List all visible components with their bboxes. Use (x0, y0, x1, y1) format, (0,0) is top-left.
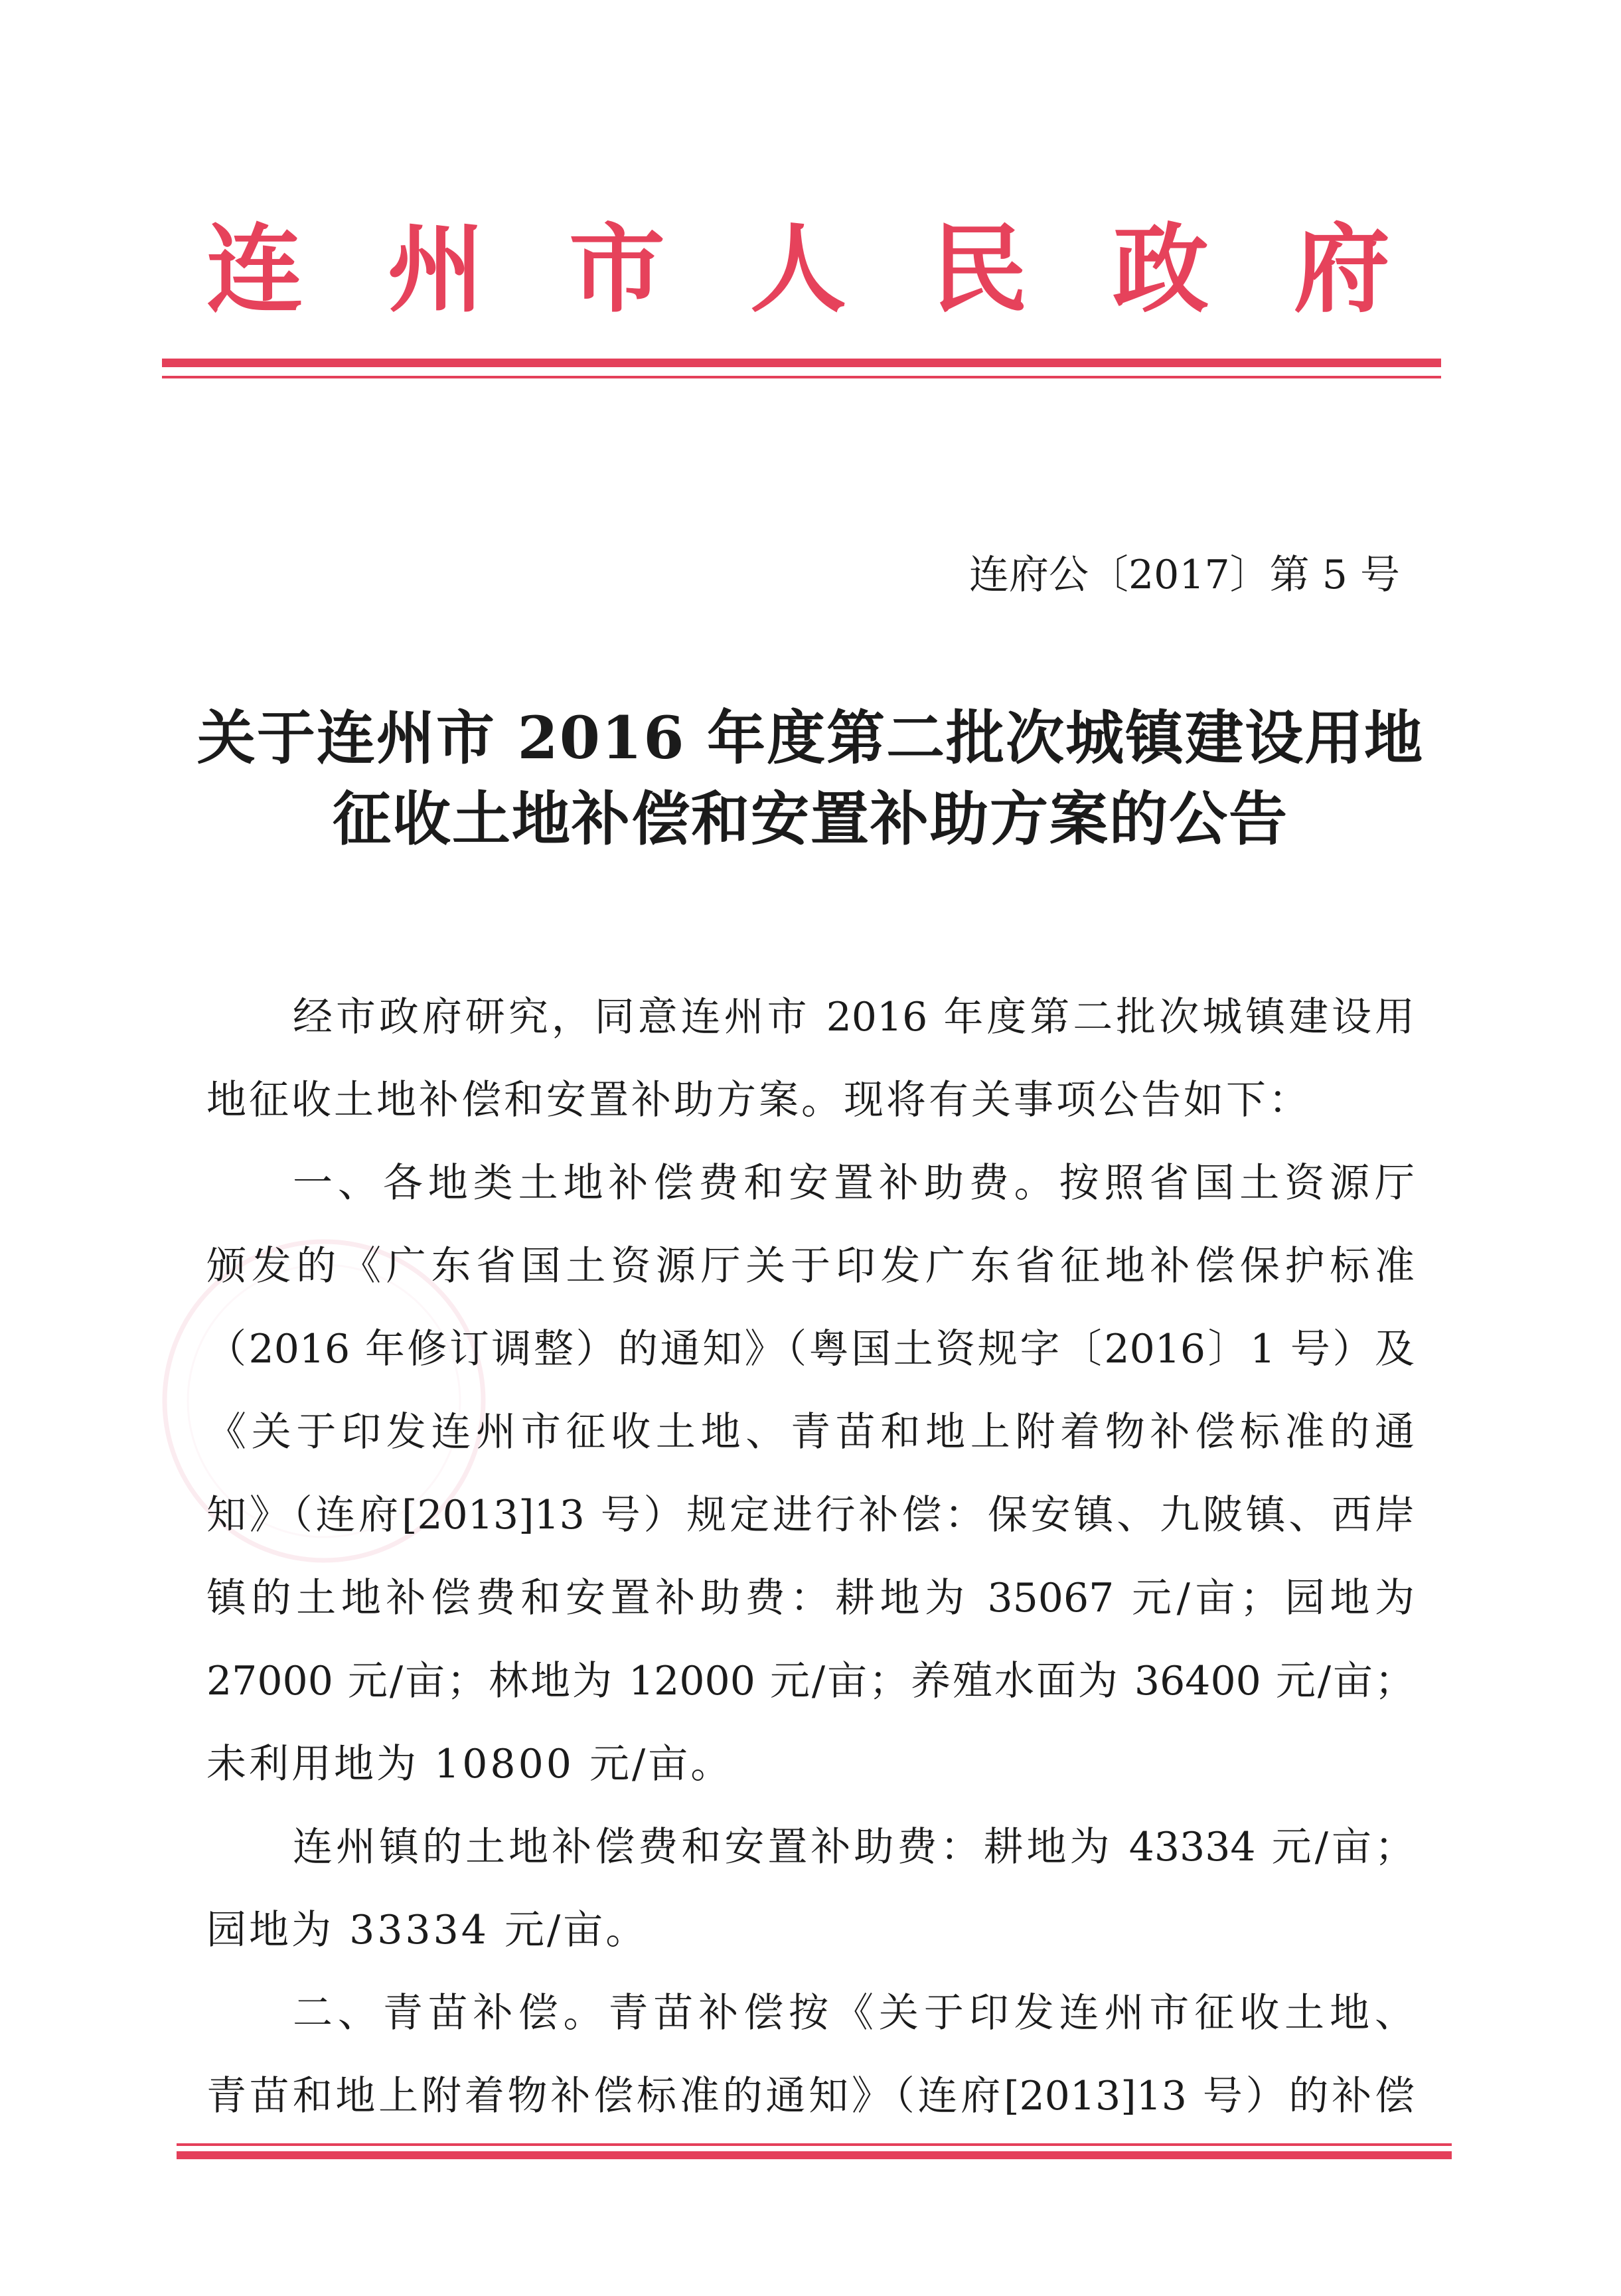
text-line: 未利用地为 10800 元/亩。 (206, 1741, 733, 1787)
text-line: 27000 元/亩；林地为 12000 元/亩；养殖水面为 36400 元/亩； (206, 1658, 1415, 1704)
text-line: 镇的土地补偿费和安置补助费：耕地为 35067 元/亩；园地为 (206, 1575, 1415, 1621)
footer-rule-thin (177, 2143, 1452, 2146)
paragraph (206, 1142, 1415, 1806)
document-number: 连府公〔2017〕第 5 号 (968, 552, 1400, 598)
document-title (0, 697, 1621, 859)
text-line: 经市政府研究，同意连州市 2016 年度第二批次城镇建设用 (293, 994, 1415, 1040)
header-rule-thick (162, 359, 1441, 367)
text-line: 颁发的《广东省国土资源厅关于印发广东省征地补偿保护标准 (206, 1243, 1415, 1289)
paragraph (206, 976, 1415, 1142)
text-line: 园地为 33334 元/亩。 (206, 1907, 649, 1953)
footer-rule-thick (177, 2151, 1452, 2159)
text-line: （2016 年修订调整）的通知》（粤国土资规字〔2016〕1 号）及 (206, 1326, 1415, 1372)
title-line: 征收土地补偿和安置补助方案的公告 (332, 784, 1288, 853)
paragraph (206, 1806, 1415, 1972)
text-line: 二、青苗补偿。青苗补偿按《关于印发连州市征收土地、 (293, 1990, 1415, 2036)
text-line: 知》（连府[2013]13 号）规定进行补偿：保安镇、九陂镇、西岸 (206, 1492, 1415, 1538)
text-line: 连州镇的土地补偿费和安置补助费：耕地为 43334 元/亩； (293, 1824, 1415, 1870)
body-text (206, 976, 1415, 2138)
paragraph (206, 1972, 1415, 2138)
title-line: 关于连州市 2016 年度第二批次城镇建设用地 (196, 703, 1425, 772)
text-line: 地征收土地补偿和安置补助方案。现将有关事项公告如下： (206, 1077, 1311, 1123)
header-rule-thin (162, 376, 1441, 378)
issuer-header: 连州市人民政府 (206, 213, 1475, 326)
text-line: 一、各地类土地补偿费和安置补助费。按照省国土资源厅 (293, 1160, 1415, 1206)
text-line: 《关于印发连州市征收土地、青苗和地上附着物补偿标准的通 (206, 1409, 1415, 1455)
text-line: 青苗和地上附着物补偿标准的通知》（连府[2013]13 号）的补偿 (206, 2073, 1415, 2119)
